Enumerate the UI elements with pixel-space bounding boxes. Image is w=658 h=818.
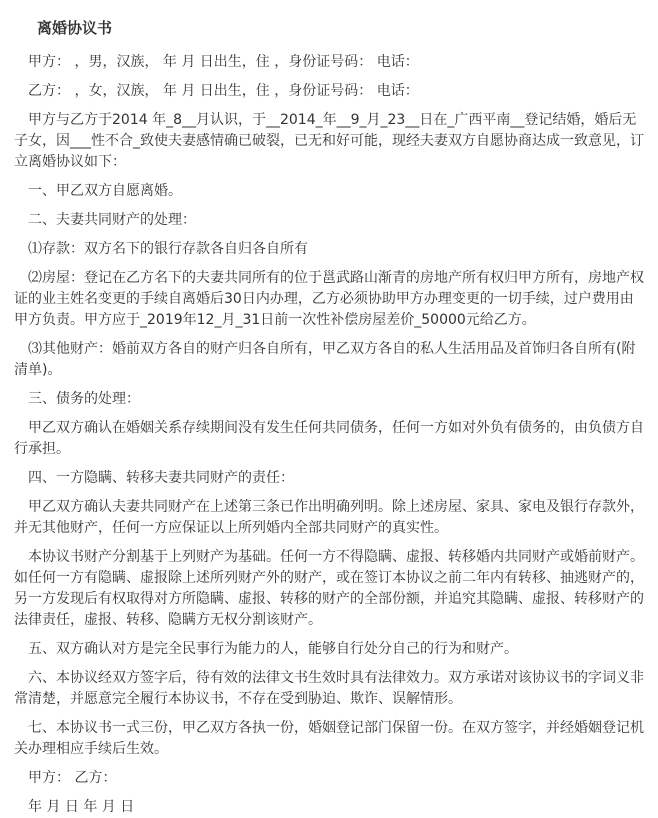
clause-4-body-2: 本协议书财产分割基于上列财产为基础。任何一方不得隐瞒、虚报、转移婚内共同财产或婚前财产。如任何一方有隐瞒、虚报除上述所列财产外的财产，或在签订本协议之前二年内有转移、抽逃财产的，另一方发现后有权取得对方所隐瞒、虚报、转移的财产的全部份额，并追究其隐瞒、虚报、转移财产的法律责任，虚报、转移、隐瞒方无权分割该财产。 bbox=[14, 549, 644, 628]
clause-7: 七、本协议书一式三份，甲乙双方各执一份，婚姻登记部门保留一份。在双方签字，并经婚姻登记机关办理相应手续后生效。 bbox=[14, 720, 644, 757]
signature-line: 甲方： 乙方： bbox=[28, 770, 117, 786]
clause-2-item-other: ⑶其他财产：婚前双方各自的财产归各自所有，甲乙双方各自的私人生活用品及首饰归各自所有(附清单)。 bbox=[14, 341, 636, 378]
clause-2-item-house: ⑵房屋：登记在乙方名下的夫妻共同所有的位于邕武路山渐青的房地产所有权归甲方所有，房地产权证的业主姓名变更的手续自离婚后30日内办理，乙方必须协助甲方办理变更的一切手续，过户费用由甲方负责。甲方应于_2019年12_月_31日前一次性补偿房屋差价_50000元给乙方。 bbox=[14, 270, 644, 328]
clause-4-body-1: 甲乙双方确认夫妻共同财产在上述第三条已作出明确列明。除上述房屋、家具、家电及银行存款外，并无其他财产，任何一方应保证以上所列婚内全部共同财产的真实性。 bbox=[14, 499, 644, 536]
clause-3-body: 甲乙双方确认在婚姻关系存续期间没有发生任何共同债务，任何一方如对外负有债务的，由负债方自行承担。 bbox=[14, 420, 644, 457]
party-b-line: 乙方： ，女，汉族， 年 月 日出生，住 ，身份证号码： 电话： bbox=[28, 83, 419, 99]
clause-2-heading: 二、夫妻共同财产的处理： bbox=[28, 212, 196, 228]
clause-3-heading: 三、债务的处理： bbox=[28, 391, 140, 407]
clause-4-heading: 四、一方隐瞒、转移夫妻共同财产的责任： bbox=[28, 470, 294, 486]
date-line: 年 月 日 年 月 日 bbox=[28, 799, 135, 815]
clause-2-item-deposits: ⑴存款：双方名下的银行存款各自归各自所有 bbox=[28, 241, 308, 257]
intro-paragraph: 甲方与乙方于2014 年_8__月认识，于__2014_年__9_月_23__日在_广西平南__登记结婚，婚后无子女，因___性不合_致使夫妻感情确已破裂，已无和好可能，现经夫妻双方自愿协商达成一致意见，订立离婚协议如下： bbox=[14, 112, 644, 170]
clause-6: 六、本协议经双方签字后，待有效的法律文书生效时具有法律效力。双方承诺对该协议书的字词义非常清楚，并愿意完全履行本协议书，不存在受到胁迫、欺诈、误解情形。 bbox=[14, 670, 644, 707]
document-title: 离婚协议书 bbox=[37, 19, 113, 37]
clause-1: 一、甲乙双方自愿离婚。 bbox=[28, 183, 182, 199]
clause-5: 五、双方确认对方是完全民事行为能力的人，能够自行处分自己的行为和财产。 bbox=[28, 641, 518, 657]
party-a-line: 甲方： ，男，汉族， 年 月 日出生，住 ，身份证号码： 电话： bbox=[28, 54, 419, 70]
